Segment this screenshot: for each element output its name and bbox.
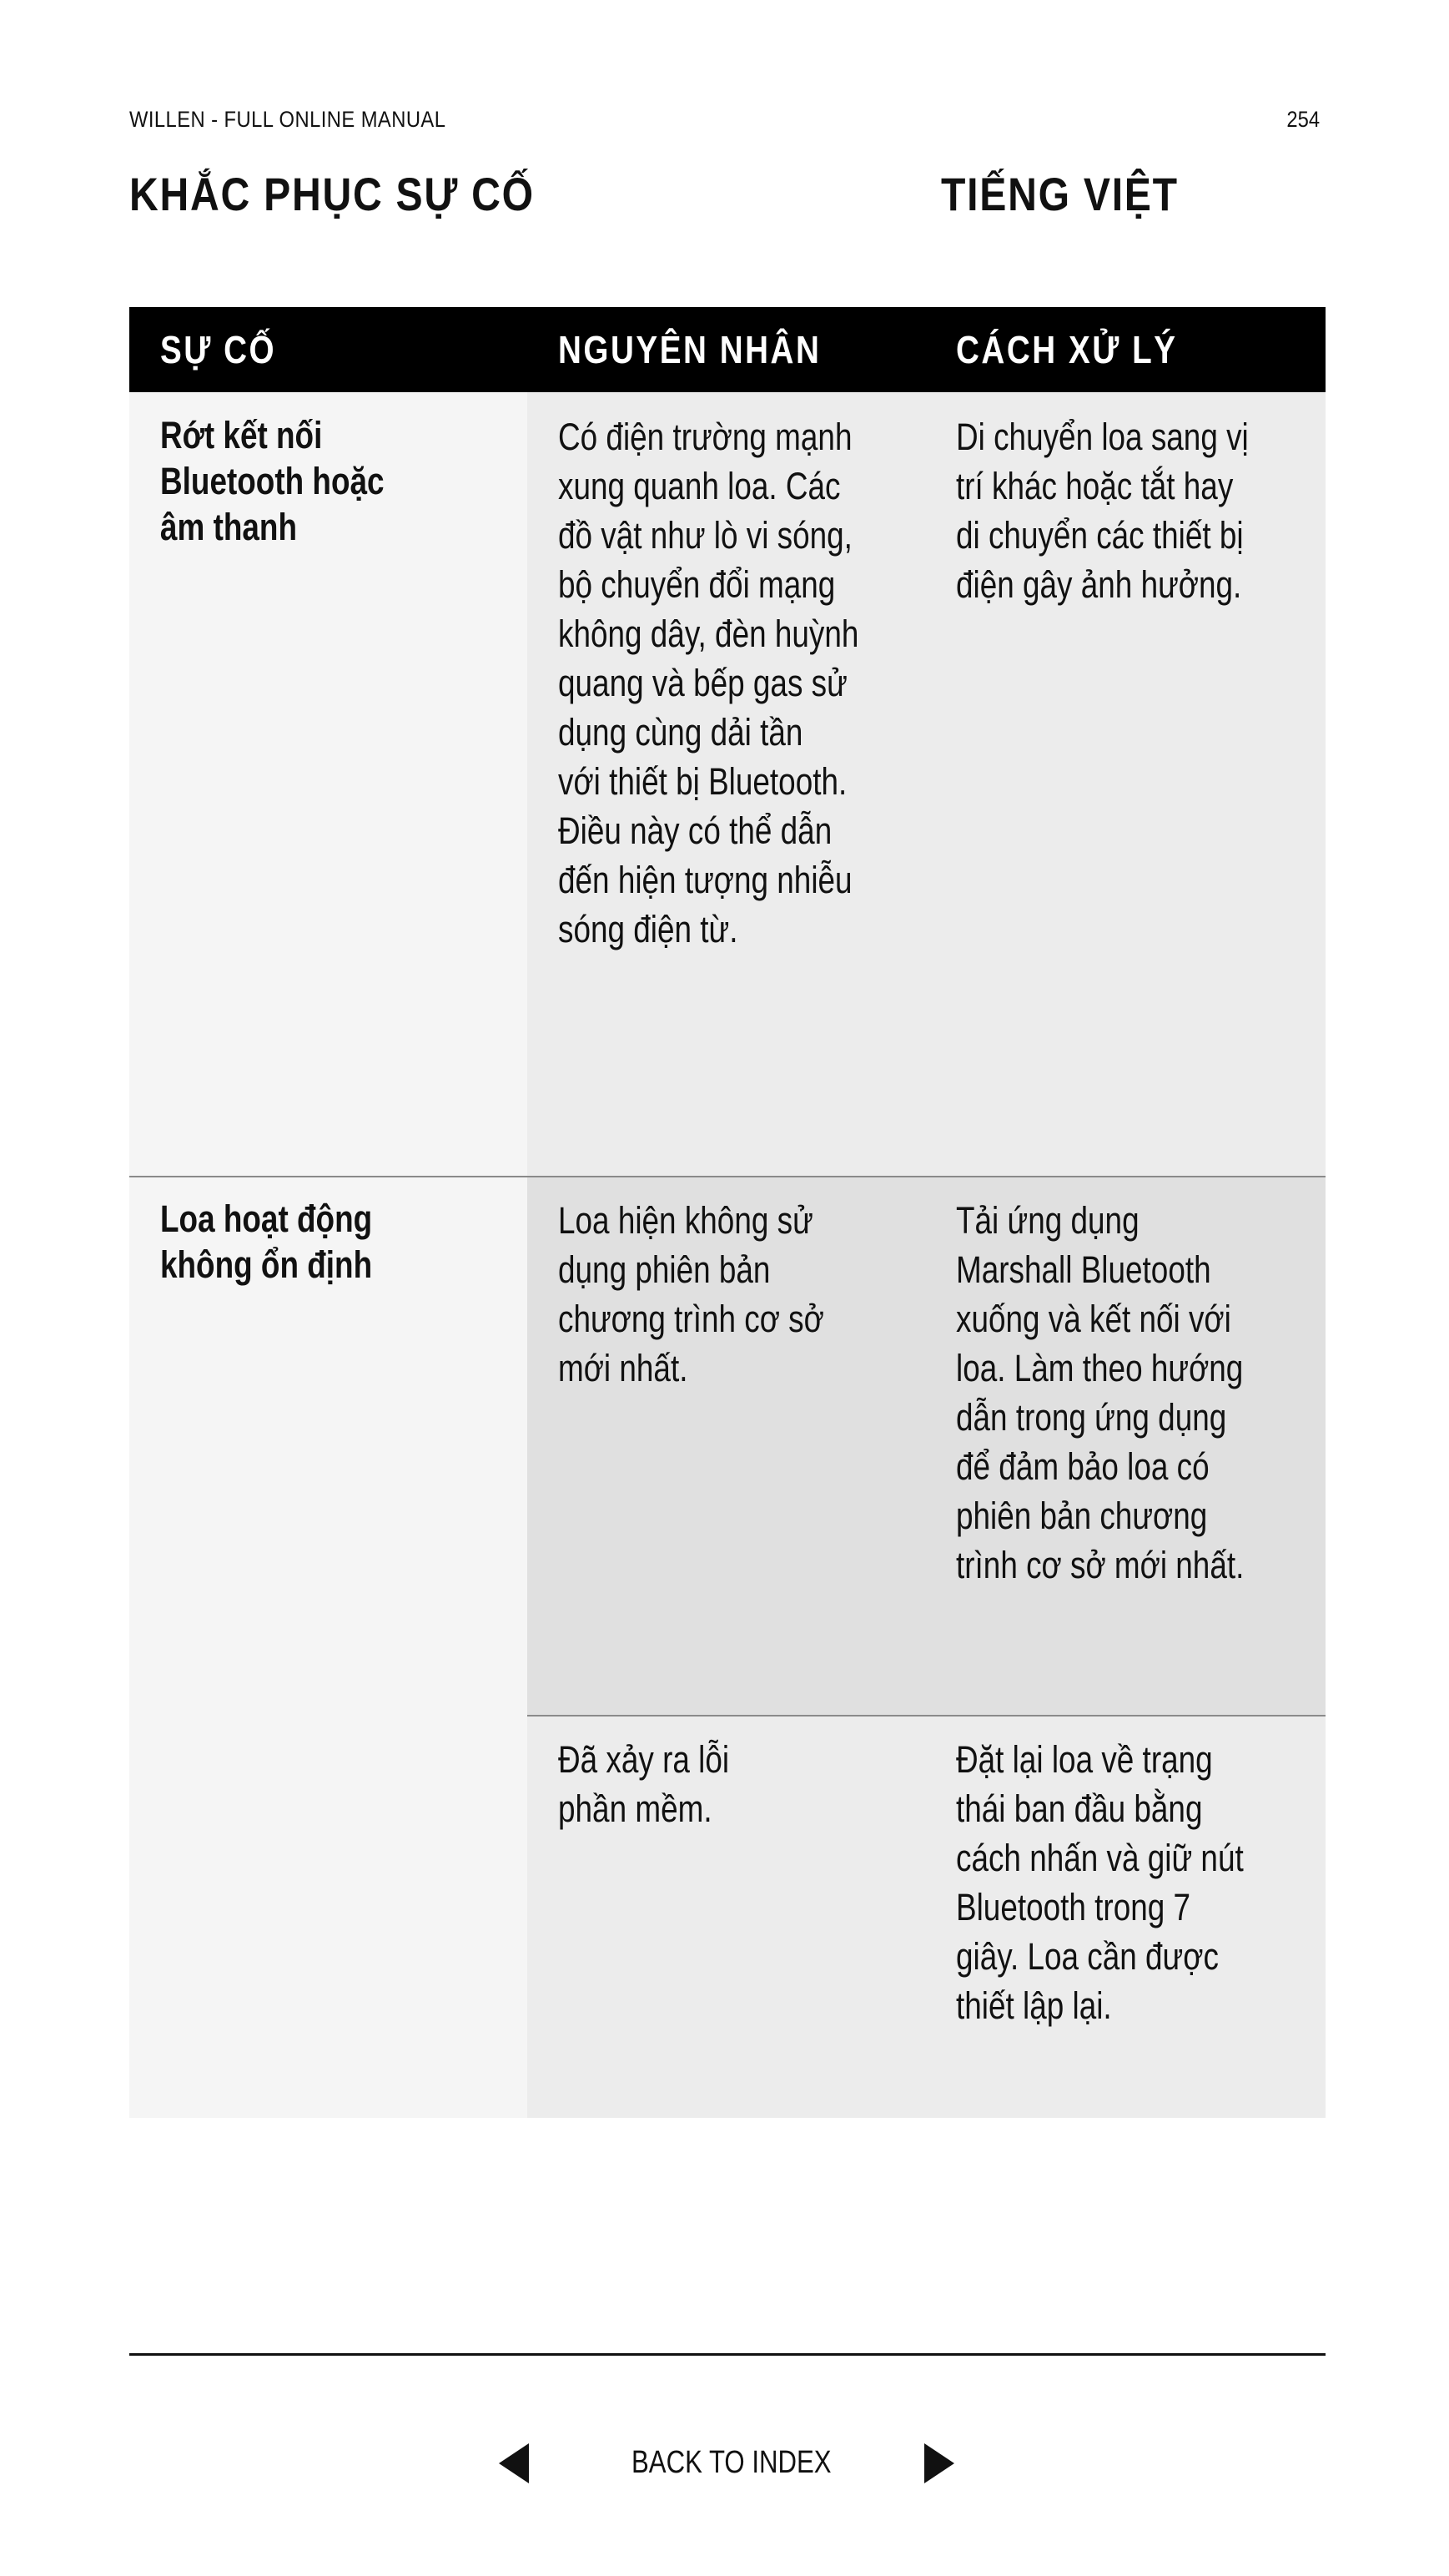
- issue-text: Loa hoạt động không ổn định: [160, 1197, 373, 1286]
- previous-page-button[interactable]: [499, 2443, 529, 2483]
- table-header: [129, 307, 1326, 392]
- solution-text: Tải ứng dụng Marshall Bluetooth xuống và kết nối với loa. Làm theo hướng dẫn trong ứng dụng để đảm bảo loa có phiên bản chương trình cơ sở mới nhất.: [956, 1199, 1245, 1586]
- next-page-button[interactable]: [924, 2443, 954, 2483]
- footer-divider: [129, 2353, 1326, 2356]
- solution-text: Di chuyển loa sang vị trí khác hoặc tắt hay di chuyển các thiết bị điện gây ảnh hưởng.: [956, 416, 1249, 606]
- language-title: TIẾNG VIỆT: [941, 168, 1179, 220]
- cause-solution-cell: [527, 1177, 1326, 1716]
- cause-solution-cell: [527, 1716, 1326, 2118]
- solution-text: Đặt lại loa về trạng thái ban đầu bằng cách nhấn và giữ nút Bluetooth trong 7 giây. Loa cần được thiết lập lại.: [956, 1738, 1244, 2027]
- back-to-index-link[interactable]: BACK TO INDEX: [631, 2445, 832, 2480]
- issue-cell: [129, 1177, 527, 2118]
- triangle-left-icon: [499, 2443, 529, 2483]
- cause-solution-cell: [527, 392, 1326, 1177]
- page-number: 254: [1286, 107, 1320, 132]
- column-header-cause: NGUYÊN NHÂN: [558, 328, 822, 371]
- issue-text: Rớt kết nối Bluetooth hoặc âm thanh: [160, 414, 385, 548]
- manual-name: WILLEN - FULL ONLINE MANUAL: [129, 107, 446, 132]
- cause-text: Loa hiện không sử dụng phiên bản chương trình cơ sở mới nhất.: [558, 1199, 824, 1389]
- section-title: KHẮC PHỤC SỰ CỐ: [129, 168, 535, 220]
- cause-text: Đã xảy ra lỗi phần mềm.: [558, 1738, 730, 1830]
- column-header-solution: CÁCH XỬ LÝ: [956, 328, 1178, 371]
- troubleshooting-table: [129, 307, 1326, 2118]
- triangle-right-icon: [924, 2443, 954, 2483]
- issue-cell: [129, 392, 527, 1177]
- column-header-issue: SỰ CỐ: [160, 328, 277, 371]
- cause-text: Có điện trường mạnh xung quanh loa. Các đồ vật như lò vi sóng, bộ chuyển đổi mạng không dây, đèn huỳnh quang và bếp gas sử dụng cùng dải tần với thiết bị Bluetooth. Điều này có thể dẫn đến hiện tượng nhiễu sóng điện từ.: [558, 416, 859, 950]
